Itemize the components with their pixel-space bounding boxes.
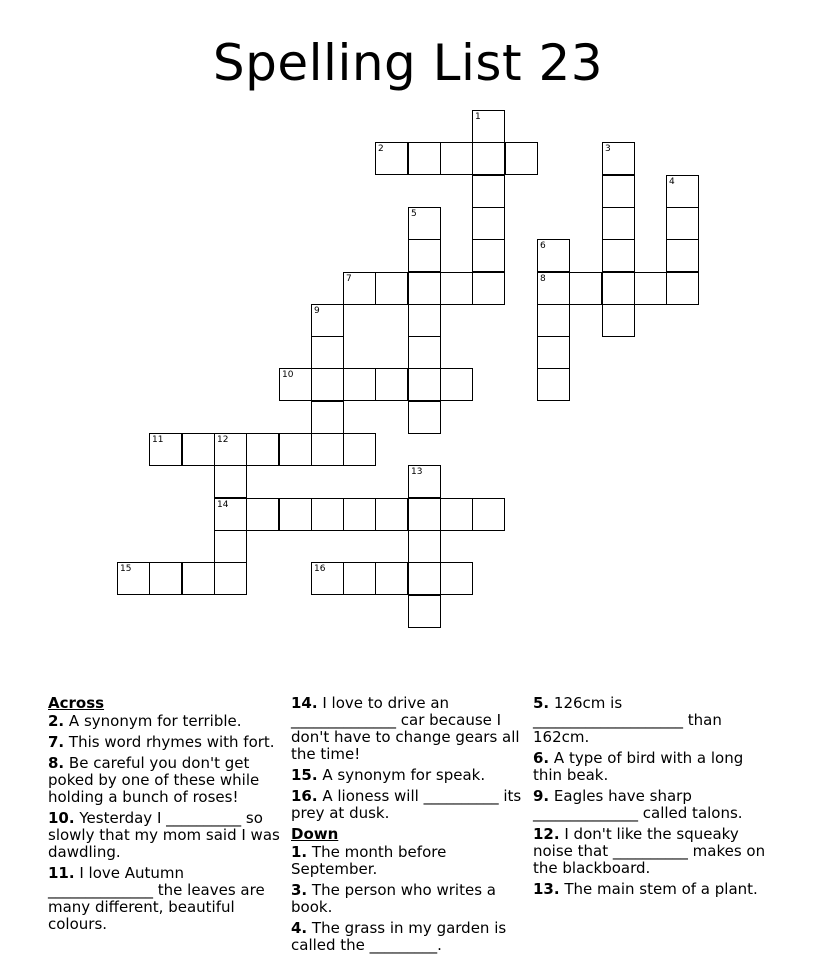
clue-down-5: 5. 126cm is ____________________ than 162cm.: [533, 694, 722, 746]
grid-cell[interactable]: [311, 562, 344, 595]
grid-cell[interactable]: [246, 498, 279, 531]
grid-cell[interactable]: [214, 433, 247, 466]
grid-cell[interactable]: [343, 562, 376, 595]
grid-cell[interactable]: [375, 142, 408, 175]
clue-down-1: 1. The month before September.: [291, 843, 447, 878]
grid-cell[interactable]: [279, 433, 312, 466]
grid-cell[interactable]: [311, 336, 344, 369]
clue-across-8: 8. Be careful you don't get poked by one of these while holding a bunch of roses!: [48, 754, 260, 806]
cell-number: 7: [346, 274, 352, 284]
grid-cell[interactable]: [408, 562, 441, 595]
grid-cell[interactable]: [311, 304, 344, 337]
cell-number: 13: [411, 467, 423, 477]
clue-across-14: 14. I love to drive an ______________ car because I don't have to change gears all the time!: [291, 694, 520, 763]
grid-cell[interactable]: [602, 272, 635, 305]
grid-cell[interactable]: [214, 530, 247, 563]
grid-cell[interactable]: [472, 142, 505, 175]
grid-cell[interactable]: [408, 401, 441, 434]
clue-across-16: 16. A lioness will __________ its prey at dusk.: [291, 787, 522, 822]
grid-cell[interactable]: [537, 272, 570, 305]
clue-across-2: 2. A synonym for terrible.: [48, 712, 242, 730]
grid-cell[interactable]: [666, 239, 699, 272]
grid-cell[interactable]: [375, 498, 408, 531]
grid-cell[interactable]: [602, 207, 635, 240]
clue-down-4: 4. The grass in my garden is called the _________.: [291, 919, 507, 954]
grid-cell[interactable]: [666, 175, 699, 208]
grid-cell[interactable]: [569, 272, 602, 305]
cell-number: 11: [152, 435, 164, 445]
down-header: Down: [291, 825, 339, 843]
grid-cell[interactable]: [182, 562, 215, 595]
grid-cell[interactable]: [472, 239, 505, 272]
grid-cell[interactable]: [666, 207, 699, 240]
grid-cell[interactable]: [602, 239, 635, 272]
grid-cell[interactable]: [408, 336, 441, 369]
cell-number: 4: [669, 177, 675, 187]
grid-cell[interactable]: [375, 562, 408, 595]
grid-cell[interactable]: [472, 207, 505, 240]
grid-cell[interactable]: [472, 498, 505, 531]
grid-cell[interactable]: [343, 498, 376, 531]
grid-cell[interactable]: [311, 433, 344, 466]
clue-column-2: [291, 695, 523, 958]
grid-cell[interactable]: [440, 368, 473, 401]
page-title: Spelling List 23: [212, 34, 604, 92]
clue-down-3: 3. The person who writes a book.: [291, 881, 496, 916]
grid-cell[interactable]: [537, 239, 570, 272]
cell-number: 10: [282, 370, 294, 380]
grid-cell[interactable]: [602, 304, 635, 337]
grid-cell[interactable]: [666, 272, 699, 305]
grid-cell[interactable]: [311, 401, 344, 434]
grid-cell[interactable]: [472, 175, 505, 208]
grid-cell[interactable]: [246, 433, 279, 466]
grid-cell[interactable]: [408, 530, 441, 563]
cell-number: 3: [605, 144, 611, 154]
grid-cell[interactable]: [408, 207, 441, 240]
clue-down-13: 13. The main stem of a plant.: [533, 880, 758, 898]
grid-cell[interactable]: [149, 433, 182, 466]
grid-cell[interactable]: [408, 304, 441, 337]
grid-cell[interactable]: [440, 498, 473, 531]
clue-down-6: 6. A type of bird with a long thin beak.: [533, 749, 744, 784]
clue-across-7: 7. This word rhymes with fort.: [48, 733, 275, 751]
cell-number: 14: [217, 500, 229, 510]
grid-cell[interactable]: [472, 110, 505, 143]
grid-cell[interactable]: [182, 433, 215, 466]
grid-cell[interactable]: [408, 239, 441, 272]
grid-cell[interactable]: [602, 142, 635, 175]
clue-down-9: 9. Eagles have sharp ______________ called talons.: [533, 787, 743, 822]
grid-cell[interactable]: [343, 433, 376, 466]
cell-number: 15: [120, 564, 132, 574]
cell-number: 1: [475, 112, 481, 122]
grid-cell[interactable]: [311, 498, 344, 531]
grid-cell[interactable]: [343, 272, 376, 305]
grid-cell[interactable]: [214, 465, 247, 498]
grid-cell[interactable]: [149, 562, 182, 595]
grid-cell[interactable]: [408, 272, 441, 305]
clue-down-12: 12. I don't like the squeaky noise that __________ makes on the blackboard.: [533, 825, 766, 877]
grid-cell[interactable]: [440, 272, 473, 305]
cell-number: 6: [540, 241, 546, 251]
cell-number: 5: [411, 209, 417, 219]
grid-cell[interactable]: [279, 368, 312, 401]
grid-cell[interactable]: [408, 142, 441, 175]
grid-cell[interactable]: [440, 142, 473, 175]
grid-cell[interactable]: [375, 272, 408, 305]
grid-cell[interactable]: [472, 272, 505, 305]
clue-across-15: 15. A synonym for speak.: [291, 766, 486, 784]
grid-cell[interactable]: [279, 498, 312, 531]
grid-cell[interactable]: [117, 562, 150, 595]
cell-number: 9: [314, 306, 320, 316]
across-header: Across: [48, 694, 105, 712]
grid-cell[interactable]: [408, 465, 441, 498]
clue-column-3: [533, 695, 773, 902]
grid-cell[interactable]: [408, 498, 441, 531]
clue-across-11: 11. I love Autumn ______________ the leaves are many different, beautiful colours.: [48, 864, 265, 933]
grid-cell[interactable]: [408, 368, 441, 401]
grid-cell[interactable]: [343, 368, 376, 401]
clue-across-10: 10. Yesterday I __________ so slowly that my mom said I was dawdling.: [48, 809, 280, 861]
grid-cell[interactable]: [602, 175, 635, 208]
grid-cell[interactable]: [214, 498, 247, 531]
cell-number: 8: [540, 274, 546, 284]
grid-cell[interactable]: [311, 368, 344, 401]
grid-cell[interactable]: [537, 368, 570, 401]
clue-column-1: [48, 695, 280, 937]
grid-cell[interactable]: [505, 142, 538, 175]
grid-cell[interactable]: [440, 562, 473, 595]
cell-number: 2: [378, 144, 384, 154]
grid-cell[interactable]: [537, 304, 570, 337]
cell-number: 16: [314, 564, 326, 574]
cell-number: 12: [217, 435, 229, 445]
grid-cell[interactable]: [537, 336, 570, 369]
grid-cell[interactable]: [214, 562, 247, 595]
grid-cell[interactable]: [375, 368, 408, 401]
grid-cell[interactable]: [634, 272, 667, 305]
grid-cell[interactable]: [408, 595, 441, 628]
